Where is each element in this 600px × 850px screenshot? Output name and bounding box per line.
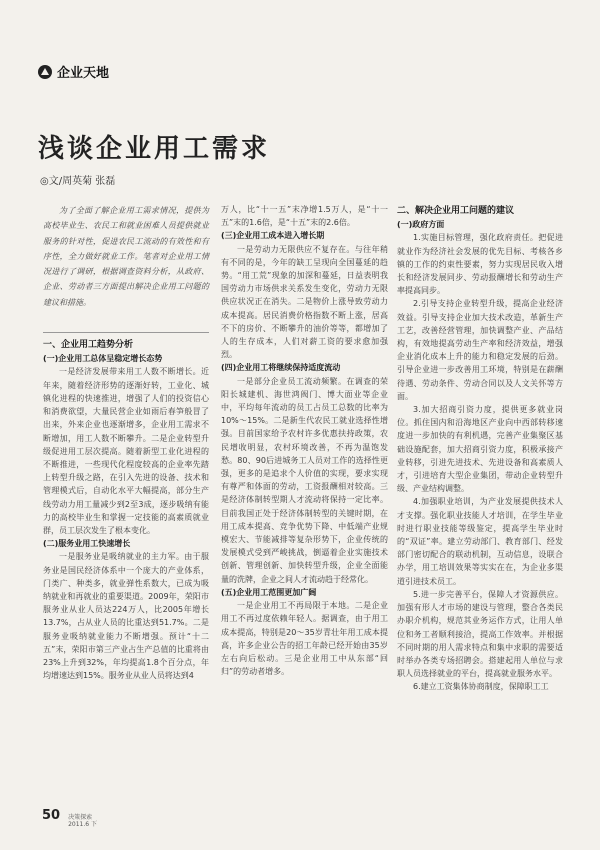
section-heading-2: 二、解决企业用工问题的建议 xyxy=(397,206,515,216)
paragraph: 5.进一步完善平台，保障人才资源供应。加强有形人才市场的建设与管理，整合各类民办职介机构，规范其业务运作方式，让用人单位和务工者顺利接洽，提高工作效率。并根据不同时期的用人需求特点和集中求职的需要适时举办各类专场招聘会。搭建起用人单位与求职人员选择就业的平台，提高就业服务水平。 xyxy=(397,589,563,679)
column-3 xyxy=(397,205,563,694)
subheading-1-2: (二)服务业用工快速增长 xyxy=(43,539,131,549)
paragraph: 一是部分企业员工流动频繁。在调查的荣阳长城建机、海世鸿阀门、博大面业等企业中，平均每年流动的员工占员工总数的比率为10%～15%。二是新生代农民工就业选择性增强。目前国家给予农村许多优惠扶持政策，农民增收明显，农村环境改善，不再为温饱发愁。80、90后进城务工人员对工作的选择性更强，更多的是追求个人价值的实现，要求实现有尊严和体面的劳动，工资报酬相对较高。三是经济体制转型期人才流动将保持一定比率。目前我国正处于经济体制转型的关键时期，在用工成本提高、竞争优势下降、中低端产业规模宏大、节能减排等复杂形势下，企业传统的发展模式受到严峻挑战，倒逼着企业实施技术创新、管理创新、加快转型升级，企业全面能量的洗牌，企业之间人才流动趋于经常化。 xyxy=(221,376,388,584)
magazine-info xyxy=(68,814,97,828)
abstract-divider xyxy=(43,332,209,333)
paragraph: 4.加强职业培训，为产业发展提供技术人才支撑。强化职业技能人才培训，在学生毕业时进行职业技能等级鉴定，提高学生毕业时的“双证”率。建立劳动部门、教育部门、经发部门密切配合的联动机制，互动信息，设联合办学，用工培训效果等实实在在，为企业多渠道引进技术员工。 xyxy=(397,497,563,586)
paragraph: 2.引导支持企业转型升级，提高企业经济效益。引导支持企业加大技术改造，革新生产工艺，改善经营管理，加快调整产业、产品结构，有效地提高劳动生产率和经济效益，增强企业消化成本上升的能力和稳定发展的后劲。引导企业进一步改善用工环境，特别是在薪酬待遇、劳动条件、劳动合同以及人文关怀等方面。 xyxy=(397,299,563,401)
magazine-name: 决策探索 xyxy=(68,814,93,821)
article-title: 浅谈企业用工需求 xyxy=(38,134,271,164)
paragraph: 1.实施目标管理，强化政府责任。把促进就业作为经济社会发展的优先目标、考核各乡镇的工作的约束性要素，努力实现居民收入增长和经济发展同步、劳动报酬增长和劳动生产率提高同步。 xyxy=(397,233,563,296)
article-byline: ◎文/周英菊 张磊 xyxy=(40,176,116,187)
paragraph: 一是企业用工不再局限于本地。二是企业用工不再过度依赖年轻人。据调查，由于用工成本提高，特别是20～35岁青壮年用工成本提高，许多企业公告的招工年龄已经开始由35岁左右向后松动。三是企业用工中从东部“回归”的劳动者增多。 xyxy=(221,601,388,677)
paragraph: 万人，比“十一五”末净增1.5万人，是“十一五”末的1.6倍，是“十五”末的2.6倍。 xyxy=(221,205,388,228)
paragraph: 6.建立工资集体协商制度，保障职工工 xyxy=(413,682,549,692)
paragraph: 一是经济发展带来用工人数不断增长。近年来，随着经济形势的逐渐好转，工业化、城镇化进程的快速推进，增强了人们的投资信心和消费欲望，大量民营企业如雨后春笋般冒了出来，外来企业也逐渐增多，企业用工需求不断增加，用工人数不断攀升。二是企业转型升级促进用工层次提高。随着新型工业化进程的不断推进，一些现代化程度较高的企业率先踏上转型升级之路，在引入先进的设备、技术和管理模式后，自动化水平大幅提高，部分生产线劳动力用工量减少到2至3成，逐步吸纳有能力的高校毕业生和掌握一定技能的高素质就业群，员工层次发生了根本变化。 xyxy=(43,367,209,535)
paragraph: 一是服务业是吸纳就业的主力军。由于服务业是国民经济体系中一个庞大的产业体系，门类广、种类多，就业弹性系数大，已成为吸纳就业和再就业的重要渠道。2009年，荣阳市服务业从业人员达224万人，比2005年增长13.7%，占从业人员的比重达到51.7%。二是服务业吸纳就业能力不断增强。预计“十二五”末，荣阳市第三产业占生产总值的比重将由23%上升到32%，年均提高1.8个百分点，年均增速达到15%。服务业从业人员将达到4 xyxy=(43,552,209,681)
page-number: 50 xyxy=(42,808,61,823)
section-heading-1: 一、企业用工趋势分析 xyxy=(43,340,134,351)
column-2 xyxy=(221,203,388,678)
subheading-1-3: (三)企业用工成本进入增长期 xyxy=(221,231,325,241)
subheading-2-1: (一)政府方面 xyxy=(397,220,445,230)
column-1 xyxy=(43,203,209,682)
paragraph: 一是劳动力无限供应不复存在。与往年稍有不同的是，今年的缺工呈现向全国蔓延的趋势。“用工荒”现象的加深和蔓延，日益表明我国劳动力市场供求关系发生变化，劳动力无限供应状况正在消失。二是物价上涨导致劳动力成本提高。居民消费价格指数不断上涨，居高不下的房价、不断攀升的油价等等，都增加了人的生存成本，人们对薪工资的要求愈加强烈。 xyxy=(221,244,388,360)
section-tag xyxy=(38,62,109,81)
article-abstract: 为了全面了解企业用工需求情况，提供为高校毕业生、农民工和就业困难人员提供就业服务的针对性，促进农民工流动的有效性和有序性，全力做好就业工作。笔者对企业用工情况进行了调研，根据调查资料分析，从政府、企业、劳动者三方面提出解决企业用工问题的建议和措施。 xyxy=(43,206,209,307)
subheading-1-5: (五)企业用工范围更加广阔 xyxy=(221,587,317,597)
section-logo-icon xyxy=(38,65,52,79)
section-tag-label: 企业天地 xyxy=(57,66,110,81)
subheading-1-4: (四)企业用工将继续保持适度流动 xyxy=(221,363,341,373)
subheading-1-1: (一)企业用工总体呈稳定增长态势 xyxy=(43,354,163,364)
page-footer xyxy=(42,808,97,828)
paragraph: 3.加大招商引资力度，提供更多就业岗位。抓住国内和沿海地区产业向中西部转移速度进一步加快的有利机遇，完善产业集聚区基础设施配套，加大招商引资力度，积极承接产业转移，引进先进技术、先进设备和高素质人才，引进培育大型企业集团，带动企业转型升级、产业结构调整。 xyxy=(397,405,563,494)
magazine-issue: 2011.6 下 xyxy=(68,821,97,828)
